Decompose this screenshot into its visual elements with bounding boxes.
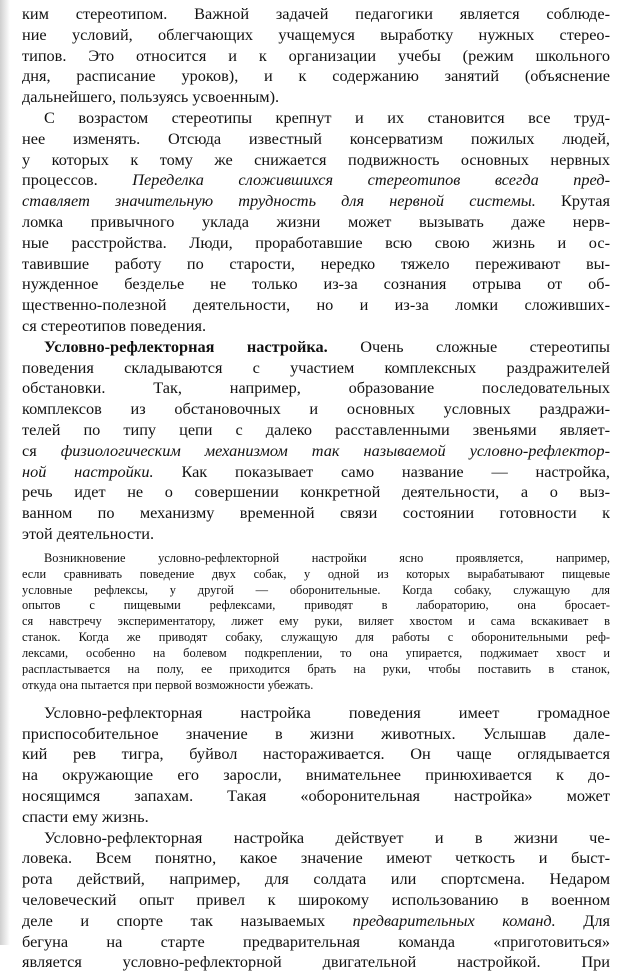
text-line: деле и спорте так называемых предварительных команд. Для: [22, 910, 610, 930]
text-line: тавившие работу по старости, нередко тяжело переживают вы-: [22, 253, 610, 273]
text-line: на окружающие его заросли, внимательнее принюхивается к до-: [22, 765, 610, 785]
text-line: кий рев тигра, буйвол настораживается. Он чаще оглядывается: [22, 744, 610, 764]
text-line: ся физиологическим механизмом так называемой условно-рефлектор-: [22, 440, 610, 460]
text-line: нее изменять. Отсюда известный консерватизм пожилых людей,: [22, 128, 610, 148]
text-line: поведения складываются с участием комплексных раздражителей: [22, 357, 610, 377]
text-line: откуда она пытается при первой возможности убежать.: [22, 677, 314, 692]
text-line: ные расстройства. Люди, проработавшие всю свою жизнь и ос-: [22, 232, 610, 252]
text-line: процессов. Переделка сложившихся стереотипов всегда пред-: [22, 170, 610, 190]
text-line: спасти ему жизнь.: [22, 806, 149, 826]
text-line: нужденное безделье не только из-за сознания отрыва от об-: [22, 274, 610, 294]
paragraph-animals: [22, 703, 610, 828]
text-line: ние условий, облегчающих учащемуся выработку нужных стерео-: [22, 24, 610, 44]
text-line: ной настройки. Как показывает само название — настройка,: [22, 461, 610, 481]
text-line: ломка привычного уклада жизни может вызывать даже нерв-: [22, 211, 610, 231]
text-line: приспособительное значение в жизни животных. Услышав дале-: [22, 723, 610, 743]
text-line: телей по типу цепи с далеко расставленными звеньями являет-: [22, 419, 610, 439]
text-line: является условно-рефлекторной двигательной настройкой. При: [22, 952, 610, 972]
text-line: ловека. Всем понятно, какое значение имеют четкость и быст-: [22, 848, 610, 868]
text-line: человеческий опыт привел к широкому использованию в военном: [22, 890, 610, 910]
text-line: этой деятельности.: [22, 523, 155, 543]
text-line: щественно-полезной деятельности, но и из-за ломки сложивших-: [22, 295, 610, 315]
text-line: речь идет не о совершении конкретной деятельности, а о выз-: [22, 482, 610, 502]
text-line: ставляет значительную трудность для нервной системы. Крутая: [22, 191, 610, 211]
text-line: Возникновение условно-рефлекторной настройки ясно проявляется, например,: [44, 550, 610, 565]
text-line: ся стереотипов поведения.: [22, 315, 207, 335]
text-line: дальнейшего, пользуясь усвоенным).: [22, 87, 280, 107]
text-line: условные рефлексы, у другой — оборонительные. Когда собаку, служащую для: [22, 582, 610, 597]
text-line: опытов с пищевыми рефлексами, приводят в лабораторию, она бросает-: [22, 598, 610, 613]
text-line: типов. Это относится и к организации учебы (режим школьного: [22, 45, 610, 65]
text-line: если сравнивать поведение двух собак, у одной из которых вырабатывают пищевые: [22, 566, 610, 581]
text-line: Условно-рефлекторная настройка поведения имеет громадное: [44, 702, 610, 722]
paragraph-stereotype-end: [22, 4, 610, 108]
text-line: ванном по механизму временной связи состоянии готовности к: [22, 503, 610, 523]
text-line: у которых к тому же снижается подвижность основных нервных: [22, 149, 610, 169]
text-line: распластывается на полу, ее приходится брать на руки, чтобы поставить в станок,: [22, 662, 610, 677]
text-line: ся навстречу экспериментатору, лижет ему руки, виляет хвостом и сама вскакивает в: [22, 614, 610, 629]
paragraph-age-stereotypes: [22, 108, 610, 337]
text-line: бегуна на старте предварительная команда «приготовиться»: [22, 931, 610, 951]
text-line: Условно-рефлекторная настройка действует и в жизни че-: [44, 827, 610, 847]
paragraph-dogs-example: [22, 551, 610, 694]
text-line: дня, расписание уроков), и к содержанию занятий (объяснение: [22, 66, 610, 86]
text-line: комплексов из обстановочных и основных условных раздражи-: [22, 399, 610, 419]
text-line: ким стереотипом. Важной задачей педагогики является соблюде-: [22, 4, 610, 23]
text-line: обстановки. Так, например, образование последовательных: [22, 378, 610, 398]
text-line: носящимся запахам. Такая «оборонительная настройка» может: [22, 786, 610, 806]
text-line: С возрастом стереотипы крепнут и их становится все труд-: [44, 107, 610, 127]
page-edge-shadow: [0, 0, 10, 945]
paragraph-humans: [22, 828, 610, 973]
paragraph-conditioned-setting: [22, 337, 610, 545]
text-line: лексами, особенно на болевом подкреплении, то она упирается, поджимает хвост и: [22, 646, 610, 661]
text-line: станок. Когда же приводят собаку, служащую для работы с оборонительными реф-: [22, 630, 610, 645]
book-page: [22, 4, 610, 973]
text-line: Условно-рефлекторная настройка. Очень сложные стереотипы: [44, 336, 610, 356]
text-line: рота действий, например, для солдата или спортсмена. Недаром: [22, 869, 610, 889]
